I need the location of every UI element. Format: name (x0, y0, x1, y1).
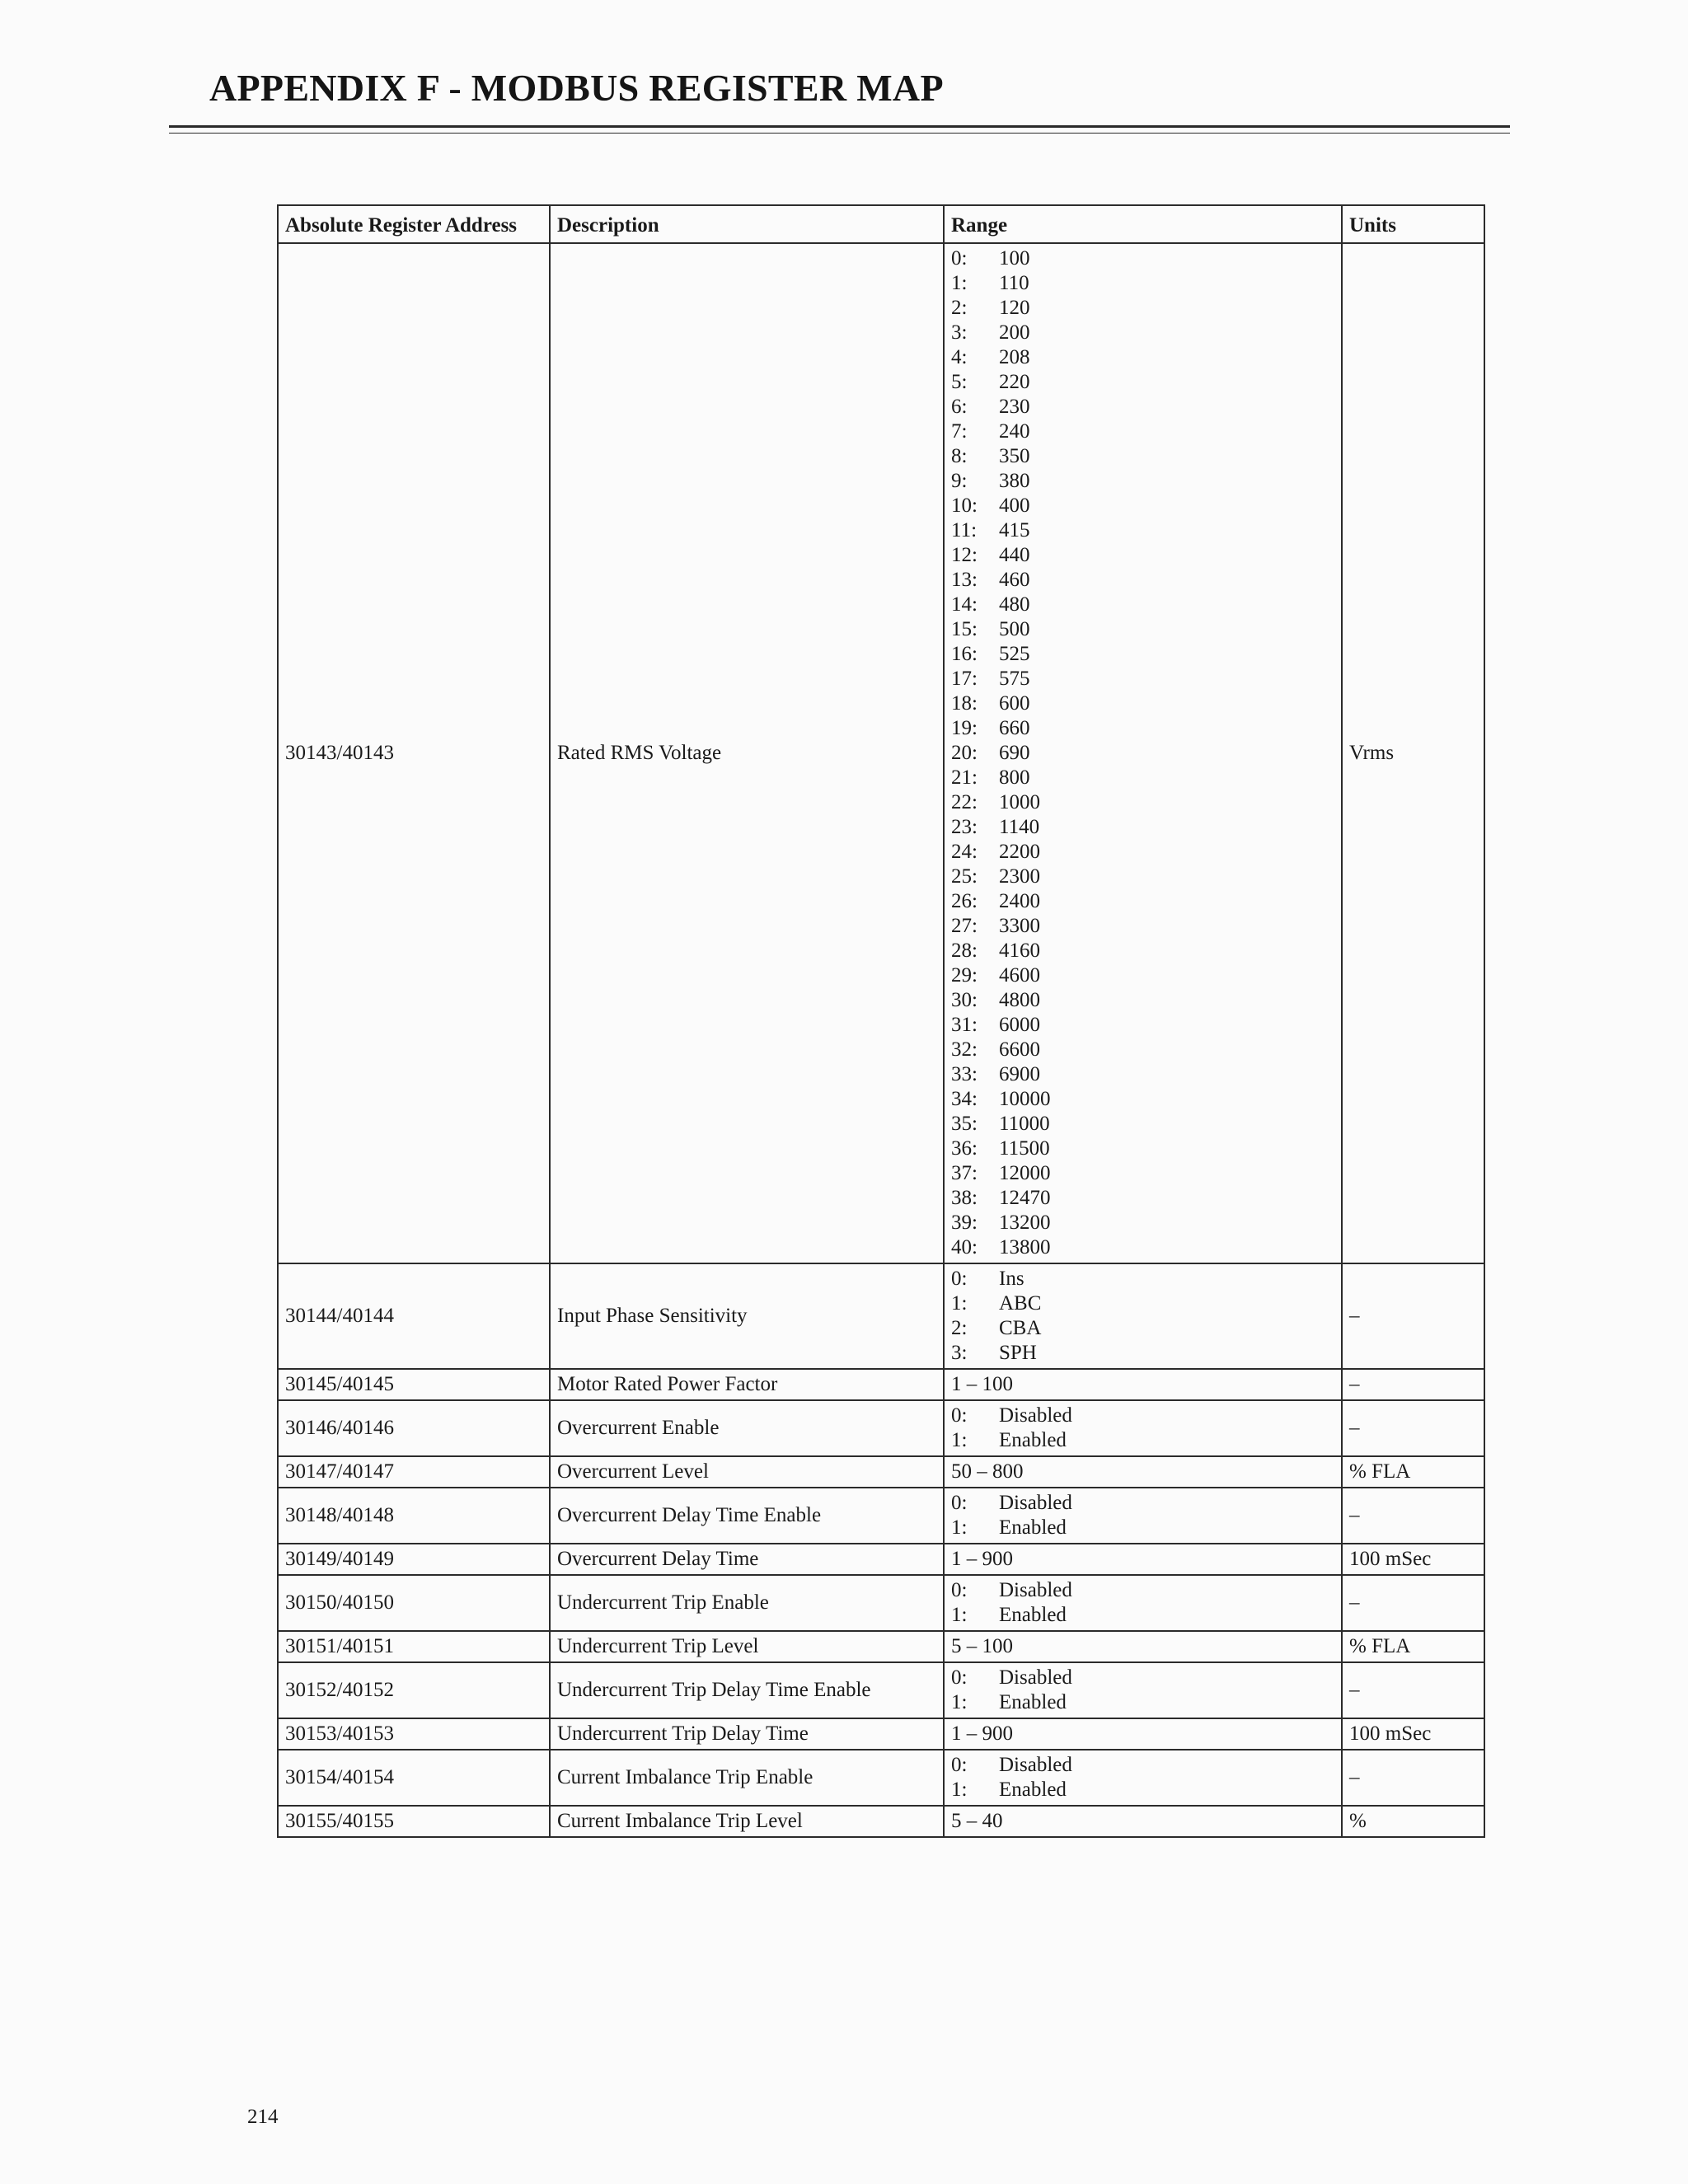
range-option (951, 716, 1334, 741)
register-address-cell: 30149/40149 (278, 1544, 550, 1575)
range-option-value: 575 (999, 668, 1030, 690)
range-option-code: 18: (951, 692, 978, 715)
units-cell: 100 mSec (1342, 1544, 1484, 1575)
range-option-value: 12470 (999, 1187, 1051, 1209)
range-option-value: Enabled (999, 1604, 1067, 1626)
range-option (951, 1291, 1334, 1316)
range-option (951, 321, 1334, 345)
range-option-value: Enabled (999, 1691, 1067, 1713)
range-option-value: Disabled (999, 1404, 1072, 1427)
range-option-value: Enabled (999, 1779, 1067, 1801)
range-option (951, 1603, 1334, 1628)
range-option (951, 939, 1334, 963)
range-option (951, 444, 1334, 469)
register-address-cell: 30145/40145 (278, 1369, 550, 1400)
range-option (951, 1211, 1334, 1235)
range-option-code: 39: (951, 1212, 978, 1234)
range-cell (944, 243, 1342, 1263)
range-cell: 1 – 100 (944, 1369, 1342, 1400)
range-option-value: 11500 (999, 1137, 1050, 1160)
range-option (951, 1666, 1334, 1690)
range-cell: 5 – 40 (944, 1806, 1342, 1837)
description-cell: Rated RMS Voltage (550, 243, 944, 1263)
range-option-code: 21: (951, 766, 978, 789)
range-option-value: 11000 (999, 1113, 1050, 1135)
range-option (951, 1013, 1334, 1038)
range-option-code: 10: (951, 494, 978, 517)
range-option-value: 4160 (999, 940, 1040, 962)
units-cell: 100 mSec (1342, 1718, 1484, 1750)
range-option-value: 2200 (999, 841, 1040, 863)
column-header-description: Description (550, 205, 944, 243)
table-row (278, 243, 1484, 1263)
range-option-code: 37: (951, 1162, 978, 1184)
range-option-code: 28: (951, 940, 978, 962)
units-cell: – (1342, 1750, 1484, 1806)
range-option (951, 889, 1334, 914)
range-option-value: 6600 (999, 1038, 1040, 1061)
range-option (951, 1753, 1334, 1778)
range-option-value: 460 (999, 569, 1030, 591)
range-option-value: 12000 (999, 1162, 1051, 1184)
range-option-value: 6000 (999, 1014, 1040, 1036)
range-option (951, 419, 1334, 444)
range-option-value: 200 (999, 321, 1030, 344)
range-option-code: 27: (951, 915, 978, 937)
column-header-range: Range (944, 205, 1342, 243)
units-cell: – (1342, 1400, 1484, 1456)
units-cell: – (1342, 1488, 1484, 1544)
register-address-cell: 30153/40153 (278, 1718, 550, 1750)
description-cell: Current Imbalance Trip Enable (550, 1750, 944, 1806)
range-cell: 5 – 100 (944, 1631, 1342, 1662)
units-cell: – (1342, 1263, 1484, 1369)
description-cell: Undercurrent Trip Delay Time Enable (550, 1662, 944, 1718)
range-option-code: 20: (951, 742, 978, 764)
range-option-value: 1140 (999, 816, 1040, 838)
range-option (951, 395, 1334, 419)
description-cell: Motor Rated Power Factor (550, 1369, 944, 1400)
range-option-code: 17: (951, 668, 978, 690)
range-option-code: 22: (951, 791, 978, 813)
units-cell: – (1342, 1662, 1484, 1718)
range-option-code: 12: (951, 544, 978, 566)
range-option-value: 208 (999, 346, 1030, 368)
range-option-code: 26: (951, 890, 978, 912)
range-option-value: 13200 (999, 1212, 1051, 1234)
range-option (951, 840, 1334, 865)
range-option (951, 1062, 1334, 1087)
range-option (951, 593, 1334, 617)
range-option (951, 1267, 1334, 1291)
table-row (278, 1544, 1484, 1575)
range-option (951, 1235, 1334, 1260)
range-option-value: 13800 (999, 1236, 1051, 1258)
description-cell: Undercurrent Trip Enable (550, 1575, 944, 1631)
range-option-value: Disabled (999, 1579, 1072, 1601)
range-option-value: 400 (999, 494, 1030, 517)
column-header-address: Absolute Register Address (278, 205, 550, 243)
description-cell: Overcurrent Delay Time (550, 1544, 944, 1575)
range-option-value: 690 (999, 742, 1030, 764)
range-option (951, 1516, 1334, 1540)
range-option-value: Enabled (999, 1429, 1067, 1451)
column-header-units: Units (1342, 205, 1484, 243)
range-option (951, 667, 1334, 691)
range-option-value: SPH (999, 1342, 1037, 1364)
range-option-code: 0: (951, 1754, 968, 1776)
range-option-value: 4800 (999, 989, 1040, 1011)
units-cell: – (1342, 1369, 1484, 1400)
table-row (278, 1806, 1484, 1837)
range-option-code: 0: (951, 247, 968, 269)
range-option-code: 3: (951, 321, 968, 344)
description-cell: Overcurrent Enable (550, 1400, 944, 1456)
range-option (951, 691, 1334, 716)
description-cell: Undercurrent Trip Delay Time (550, 1718, 944, 1750)
range-option-code: 13: (951, 569, 978, 591)
table-row (278, 1750, 1484, 1806)
range-option-value: 1000 (999, 791, 1040, 813)
range-option-value: 3300 (999, 915, 1040, 937)
range-option-value: 350 (999, 445, 1030, 467)
range-option-value: 110 (999, 272, 1029, 294)
register-address-cell: 30147/40147 (278, 1456, 550, 1488)
description-cell: Undercurrent Trip Level (550, 1631, 944, 1662)
heading-rule-thick (169, 125, 1510, 128)
range-option-code: 33: (951, 1063, 978, 1085)
range-option-value: 500 (999, 618, 1030, 640)
range-cell (944, 1488, 1342, 1544)
range-option-code: 1: (951, 1516, 968, 1539)
range-option-value: Ins (999, 1268, 1025, 1290)
range-option (951, 1778, 1334, 1802)
range-option-code: 0: (951, 1492, 968, 1514)
range-option-code: 1: (951, 1604, 968, 1626)
range-cell: 1 – 900 (944, 1718, 1342, 1750)
range-option-code: 38: (951, 1187, 978, 1209)
range-option-code: 9: (951, 470, 968, 492)
range-option-code: 3: (951, 1342, 968, 1364)
range-option-code: 7: (951, 420, 968, 443)
range-option (951, 815, 1334, 840)
range-option-code: 1: (951, 1779, 968, 1801)
range-option-value: ABC (999, 1292, 1042, 1315)
range-option-value: 120 (999, 297, 1030, 319)
range-cell (944, 1575, 1342, 1631)
range-option (951, 1690, 1334, 1715)
range-cell (944, 1400, 1342, 1456)
range-option-code: 19: (951, 717, 978, 739)
range-option-code: 24: (951, 841, 978, 863)
range-option-value: 800 (999, 766, 1030, 789)
range-option-code: 40: (951, 1236, 978, 1258)
range-option-value: 100 (999, 247, 1030, 269)
table-row (278, 1456, 1484, 1488)
range-option-code: 0: (951, 1268, 968, 1290)
range-option-value: 220 (999, 371, 1030, 393)
range-option-code: 31: (951, 1014, 978, 1036)
range-option (951, 1316, 1334, 1341)
description-cell: Input Phase Sensitivity (550, 1263, 944, 1369)
range-option-code: 36: (951, 1137, 978, 1160)
table-row (278, 1575, 1484, 1631)
range-option (951, 518, 1334, 543)
range-cell (944, 1662, 1342, 1718)
range-option-value: 240 (999, 420, 1030, 443)
range-option-code: 2: (951, 1317, 968, 1339)
range-cell (944, 1263, 1342, 1369)
range-option-value: 4600 (999, 964, 1040, 987)
range-option (951, 1112, 1334, 1137)
range-option (951, 246, 1334, 271)
range-option-value: 440 (999, 544, 1030, 566)
range-option (951, 1161, 1334, 1186)
range-option (951, 271, 1334, 296)
range-option-value: CBA (999, 1317, 1042, 1339)
range-option-code: 11: (951, 519, 978, 541)
range-option-code: 8: (951, 445, 968, 467)
table-row (278, 1631, 1484, 1662)
range-option (951, 963, 1334, 988)
range-option-value: Enabled (999, 1516, 1067, 1539)
units-cell: % FLA (1342, 1631, 1484, 1662)
range-option (951, 1341, 1334, 1366)
range-option-code: 0: (951, 1666, 968, 1689)
range-option-code: 23: (951, 816, 978, 838)
range-option-code: 0: (951, 1404, 968, 1427)
table-row (278, 1400, 1484, 1456)
range-option (951, 1578, 1334, 1603)
range-option (951, 988, 1334, 1013)
range-cell (944, 1750, 1342, 1806)
table-body (278, 243, 1484, 1837)
range-option (951, 865, 1334, 889)
range-option-code: 4: (951, 346, 968, 368)
range-option-value: 600 (999, 692, 1030, 715)
range-option (951, 1491, 1334, 1516)
range-option-code: 14: (951, 593, 978, 616)
description-cell: Overcurrent Delay Time Enable (550, 1488, 944, 1544)
range-option (951, 1087, 1334, 1112)
description-cell: Current Imbalance Trip Level (550, 1806, 944, 1837)
units-cell: % FLA (1342, 1456, 1484, 1488)
table-row (278, 1662, 1484, 1718)
range-option-value: 10000 (999, 1088, 1051, 1110)
range-option-code: 25: (951, 865, 978, 888)
range-option-value: 6900 (999, 1063, 1040, 1085)
range-option-code: 1: (951, 1429, 968, 1451)
range-cell: 1 – 900 (944, 1544, 1342, 1575)
register-address-cell: 30143/40143 (278, 243, 550, 1263)
range-option-value: 480 (999, 593, 1030, 616)
range-option-code: 1: (951, 1691, 968, 1713)
range-option (951, 741, 1334, 766)
range-cell: 50 – 800 (944, 1456, 1342, 1488)
range-option-code: 32: (951, 1038, 978, 1061)
range-option-code: 29: (951, 964, 978, 987)
range-option-value: 2300 (999, 865, 1040, 888)
range-option (951, 617, 1334, 642)
range-option-code: 34: (951, 1088, 978, 1110)
range-option-value: 230 (999, 396, 1030, 418)
units-cell: – (1342, 1575, 1484, 1631)
range-option (951, 370, 1334, 395)
register-address-cell: 30151/40151 (278, 1631, 550, 1662)
page-number: 214 (247, 2106, 279, 2128)
range-option (951, 296, 1334, 321)
range-option (951, 1038, 1334, 1062)
range-option (951, 1404, 1334, 1428)
range-option (951, 642, 1334, 667)
register-address-cell: 30152/40152 (278, 1662, 550, 1718)
range-option-code: 6: (951, 396, 968, 418)
register-address-cell: 30154/40154 (278, 1750, 550, 1806)
range-option-code: 35: (951, 1113, 978, 1135)
range-option-code: 16: (951, 643, 978, 665)
range-option-value: Disabled (999, 1754, 1072, 1776)
range-option (951, 494, 1334, 518)
register-address-cell: 30150/40150 (278, 1575, 550, 1631)
heading-rule-thin (169, 133, 1510, 134)
range-option-value: Disabled (999, 1492, 1072, 1514)
table-row (278, 1718, 1484, 1750)
range-option-code: 0: (951, 1579, 968, 1601)
range-option-value: 525 (999, 643, 1030, 665)
range-option-code: 1: (951, 272, 968, 294)
register-address-cell: 30148/40148 (278, 1488, 550, 1544)
register-table (277, 204, 1485, 1838)
range-option (951, 766, 1334, 790)
range-option (951, 1137, 1334, 1161)
range-option (951, 790, 1334, 815)
page-heading: APPENDIX F - MODBUS REGISTER MAP (209, 67, 944, 109)
range-option-code: 5: (951, 371, 968, 393)
range-option (951, 1428, 1334, 1453)
range-option-value: 415 (999, 519, 1030, 541)
range-option (951, 568, 1334, 593)
register-address-cell: 30146/40146 (278, 1400, 550, 1456)
table-row (278, 1369, 1484, 1400)
register-address-cell: 30144/40144 (278, 1263, 550, 1369)
range-option-value: 2400 (999, 890, 1040, 912)
table-row (278, 1263, 1484, 1369)
range-option-value: 660 (999, 717, 1030, 739)
range-option (951, 914, 1334, 939)
range-option-code: 15: (951, 618, 978, 640)
range-option-value: 380 (999, 470, 1030, 492)
range-option (951, 345, 1334, 370)
range-option (951, 1186, 1334, 1211)
table-row (278, 1488, 1484, 1544)
range-option-code: 1: (951, 1292, 968, 1315)
range-option-code: 2: (951, 297, 968, 319)
units-cell: % (1342, 1806, 1484, 1837)
range-option-value: Disabled (999, 1666, 1072, 1689)
range-option (951, 469, 1334, 494)
units-cell: Vrms (1342, 243, 1484, 1263)
table-header-row (278, 205, 1484, 243)
range-option (951, 543, 1334, 568)
description-cell: Overcurrent Level (550, 1456, 944, 1488)
range-option-code: 30: (951, 989, 978, 1011)
register-address-cell: 30155/40155 (278, 1806, 550, 1837)
